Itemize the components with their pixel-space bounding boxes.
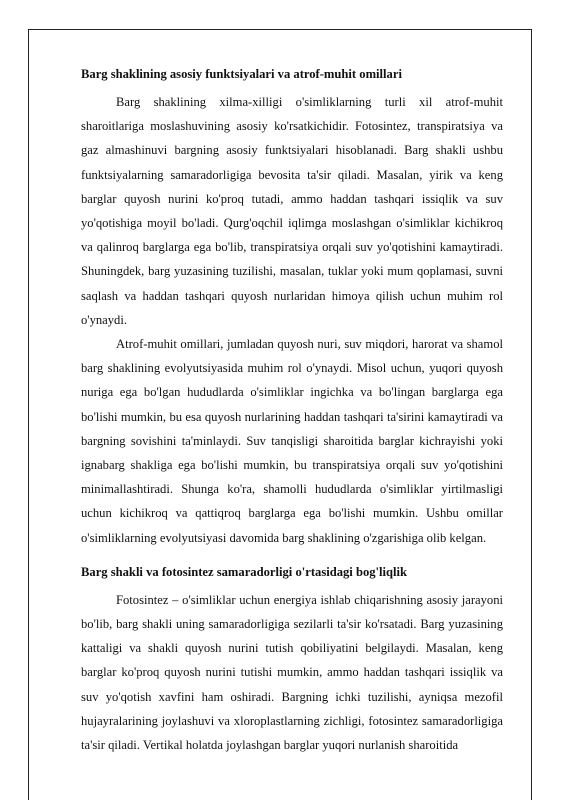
document-body: [81, 62, 503, 757]
paragraph: Atrof-muhit omillari, jumladan quyosh nuri, suv miqdori, harorat va shamol barg shaklining evolyutsiyasida muhim rol o'ynaydi. Misol uchun, yuqori quyosh nuriga ega bo'lgan hududlarda o'simliklar ingichka va bo'lingan barglarga ega bo'lishi mumkin, bu esa quyosh nurlarining haddan tashqari ta'sirini kamaytiradi va bargning sovishini ta'minlaydi. Suv tanqisligi sharoitida barglar kichrayishi yoki ignabarg shakliga ega bo'lishi mumkin, bu transpiratsiya orqali suv yo'qotishini minimallashtiradi. Shunga ko'ra, shamolli hududlarda o'simliklar yirtilmasligi uchun kichikroq va qattiqroq barglarga ega bo'lishi mumkin. Ushbu omillar o'simliklarning evolyutsiyasi davomida barg shaklining o'zgarishiga olib kelgan.: [81, 337, 503, 545]
section-leaf-functions: [81, 62, 503, 550]
section-heading: Barg shakli va fotosintez samaradorligi o'rtasidagi bog'liqlik: [81, 564, 408, 579]
paragraph: Barg shaklining xilma-xilligi o'simliklarning turli xil atrof-muhit sharoitlariga moslashuvining asosiy ko'rsatkichidir. Fotosintez, transpiratsiya va gaz almashinuvi bargning asosiy funktsiyalari hisoblanadi. Barg shakli ushbu funktsiyalarning samaradorligiga bevosita ta'sir qiladi. Masalan, yirik va keng barglar quyosh nurini ko'proq tutadi, ammo haddan tashqari issiqlik va suv yo'qotishiga moyil bo'ladi. Qurg'oqchil iqlimga moslashgan o'simliklar kichikroq va qalinroq barglarga ega bo'lib, transpiratsiya orqali suv yo'qotishini kamaytiradi. Shuningdek, barg yuzasining tuzilishi, masalan, tuklar yoki mum qoplamasi, suvni saqlash va haddan tashqari quyosh nurlaridan himoya qilish uchun muhim rol o'ynaydi.: [81, 95, 503, 327]
section-heading: Barg shaklining asosiy funktsiyalari va atrof-muhit omillari: [81, 67, 402, 81]
paragraph: Fotosintez – o'simliklar uchun energiya ishlab chiqarishning asosiy jarayoni bo'lib, barg shakli uning samaradorligiga sezilarli ta'sir ko'rsatadi. Barg yuzasining kattaligi va shakli quyosh nurini tutish qobiliyatini belgilaydi. Masalan, keng barglar ko'proq quyosh nurini tutishi mumkin, ammo haddan tashqari issiqlik va suv yo'qotish xavfini ham oshiradi. Bargning ichki tuzilishi, ayniqsa mezofil hujayralarining joylashuvi va xloroplastlarning zichligi, fotosintez samaradorligiga ta'sir qiladi. Vertikal holatda joylashgan barglar yuqori nurlanish sharoitida: [81, 592, 503, 753]
section-photosynthesis: [81, 560, 503, 757]
